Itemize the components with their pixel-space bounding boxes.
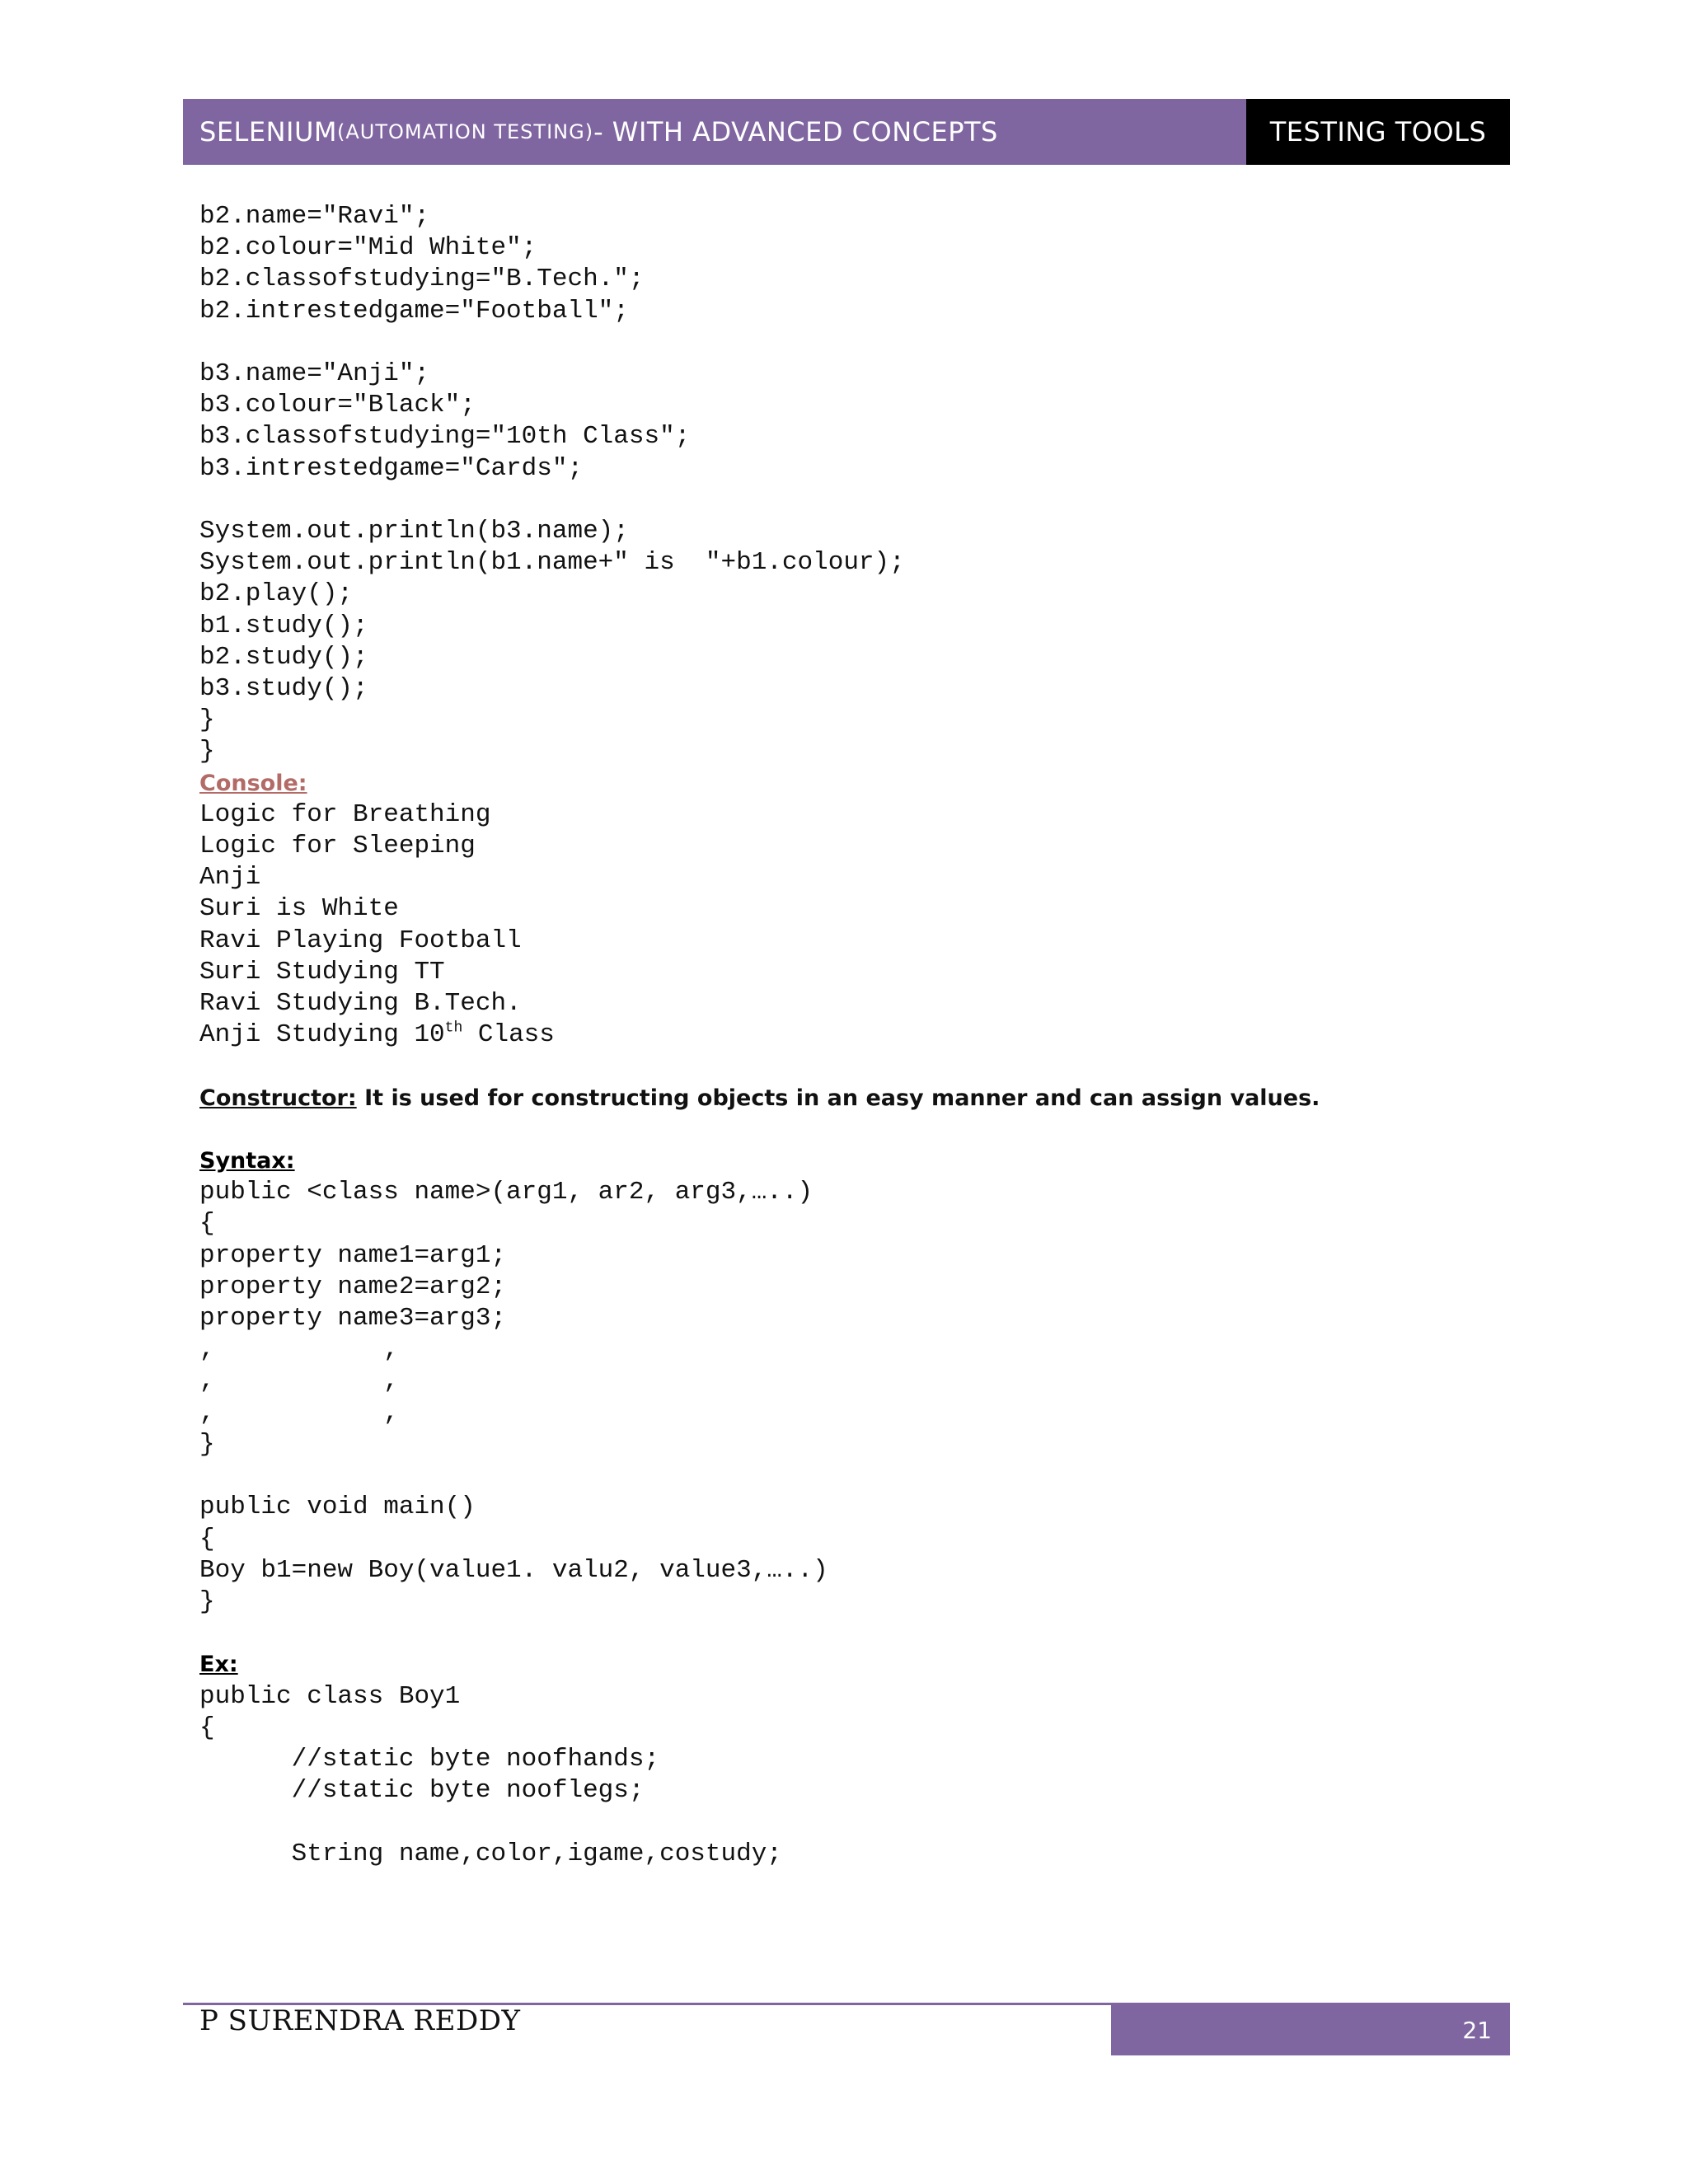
syntax-code: public <class name>(arg1, ar2, arg3,…..) { property name1=arg1; property name2=arg2; property name3=arg3; , , , , , , } public void main() { Boy b1=new Boy(value1. valu2, value3,…..) }: [199, 1178, 828, 1616]
code-block-1: b2.name="Ravi"; b2.colour="Mid White"; b2.classofstudying="B.Tech."; b2.intrestedgame="Football"; b3.name="Anji"; b3.colour="Black"; b3.classofstudying="10th Class"; b3.intrestedgame="Cards"; System.out.println(b3.name); System.out.println(b1.name+" is "+b1.colour); b2.play(); b1.study(); b2.study(); b3.study(); } }: [199, 202, 905, 766]
page-content: [199, 201, 1485, 1870]
constructor-label: Constructor:: [199, 1085, 357, 1111]
header-title-paren: (AUTOMATION TESTING): [336, 120, 594, 143]
footer-author: P SURENDRA REDDY: [199, 2004, 521, 2037]
constructor-text: It is used for constructing objects in an easy manner and can assign values.: [356, 1085, 1320, 1111]
constructor-definition: [199, 1083, 1485, 1114]
example-label: Ex:: [199, 1652, 238, 1678]
syntax-label: Syntax:: [199, 1148, 295, 1174]
console-output: [199, 799, 1485, 1052]
console-label: Console:: [199, 770, 307, 796]
console-lines: Logic for Breathing Logic for Sleeping Anji Suri is White Ravi Playing Football Suri Studying TT Ravi Studying B.Tech.: [199, 799, 522, 1019]
page-number: 21: [1111, 2004, 1510, 2055]
console-last-line: Anji Studying 10th Class: [199, 1019, 555, 1050]
header-title-main: SELENIUM: [199, 116, 337, 148]
example-code: public class Boy1 { //static byte noofhands; //static byte nooflegs; String name,color,igame,costudy;: [199, 1681, 782, 1868]
header-title: [183, 99, 1246, 165]
header-section-label: TESTING TOOLS: [1246, 99, 1510, 165]
header-title-rest: - WITH ADVANCED CONCEPTS: [593, 116, 998, 148]
page-header: [183, 99, 1510, 165]
